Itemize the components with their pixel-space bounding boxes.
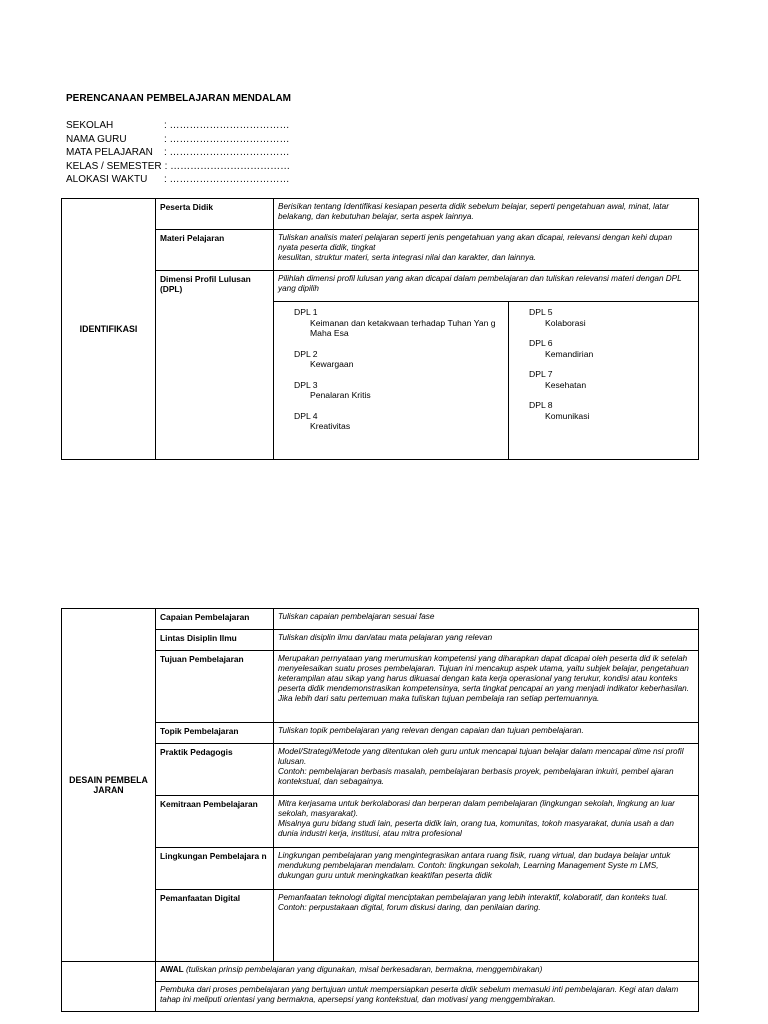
dpl-number: DPL 3 — [294, 379, 318, 390]
info-row-alokasi-waktu — [66, 173, 290, 187]
dpl-item — [294, 411, 504, 432]
dpl-item — [294, 307, 504, 339]
row-label: Lintas Disiplin Ilmu — [156, 630, 274, 651]
info-row-mata-pelajaran — [66, 146, 290, 160]
dpl-name: Kemandirian — [545, 348, 594, 359]
dpl-number: DPL 8 — [529, 400, 553, 410]
info-label: MATA PELAJARAN — [66, 147, 153, 158]
dpl-number: DPL 1 — [294, 307, 318, 317]
row-label: Pemanfaatan Digital — [156, 890, 274, 962]
dpl-number: DPL 6 — [529, 338, 553, 348]
info-label: ALOKASI WAKTU — [66, 174, 148, 185]
row-description: Pilihlah dimensi profil lulusan yang akan dicapai dalam pembelajaran dan tuliskan relevansi materi dengan DPL yang dipilih — [274, 271, 699, 302]
awal-note: (tuliskan prinsip pembelajaran yang digunakan, misal berkesadaran, bermakna, menggembirakan) — [185, 965, 543, 974]
row-description: Mitra kerjasama untuk berkolaborasi dan berperan dalam pembelajaran (lingkungan sekolah, lingkung an luar sekolah, masyarakat). Misalnya guru bidang studi lain, peserta didik lain, orang tua, komunitas, tokoh masyarakat, dunia usah a dan dunia industri kerja, institusi, atau mitra profesional — [274, 796, 699, 848]
row-label: Capaian Pembelajaran — [156, 609, 274, 630]
info-row-nama-guru — [66, 133, 290, 147]
dpl-item — [529, 307, 694, 328]
dpl-item — [529, 400, 694, 421]
dpl-number: DPL 4 — [294, 410, 318, 421]
row-description: Pemanfaatan teknologi digital menciptakan pembelajaran yang lebih interaktif, kolaboratif, dan konteks tual. Contoh: perpustakaan digital, forum diskusi daring, dan penilaian daring. — [274, 890, 699, 962]
dpl-name: Kreativitas — [310, 421, 351, 431]
row-description: Tuliskan analisis materi pelajaran seperti jenis pengetahuan yang akan dicapai, relevansi dengan kehi dupan nyata peserta didik, tingkat kesulitan, struktur materi, serta integrasi nilai dan karakter, dan lainnya. — [274, 230, 699, 271]
dpl-item — [529, 338, 694, 359]
info-row-sekolah — [66, 119, 290, 133]
row-label: Dimensi Profil Lulusan (DPL) — [156, 271, 274, 460]
dpl-name: Kolaborasi — [545, 317, 586, 328]
awal-description: Pembuka dari proses pembelajaran yang bertujuan untuk mempersiapkan peserta didik sebelum memasuki inti pembelajaran. Kegi atan dalam tahap ini meliputi orientasi yang bermakna, apersepsi yang kontekstual, dan motivasi yang menggembirakan. — [156, 982, 699, 1012]
row-description: Merupakan pernyataan yang merumuskan kompetensi yang diharapkan dapat dicapai oleh peserta did ik setelah menyelesaikan suatu proses pembelajaran. Tujuan ini mencakup aspek utama, yaitu subjek belajar, pengetahuan keterampilan atau sikap yang harus dikuasai dengan kata kerja operasional yang terukur, kondisi atau konteks peserta didik mendemonstrasikan kompetensinya, serta tingkat pencapai an yang menjadi indikator keberhasilan. Jika lebih dari satu pertemuan maka tuliskan tujuan pembelaja ran setiap pertemuannya. — [274, 651, 699, 723]
dpl-number: DPL 7 — [529, 369, 553, 379]
info-value: : ……………………………… — [164, 133, 290, 145]
row-label: Praktik Pedagogis — [156, 744, 274, 796]
row-label: Peserta Didik — [156, 199, 274, 230]
info-row-kelas-semester — [66, 160, 290, 174]
document-title: PERENCANAAN PEMBELAJARAN MENDALAM — [66, 93, 292, 104]
section-pengalaman-blank — [62, 962, 156, 1012]
row-label: Kemitraan Pembelajaran — [156, 796, 274, 848]
info-label: KELAS / SEMESTER — [66, 160, 162, 172]
dpl-number: DPL 2 — [294, 348, 318, 359]
info-label: SEKOLAH — [66, 120, 114, 131]
row-label: Topik Pembelajaran — [156, 723, 274, 744]
dpl-name: Kesehatan — [545, 379, 587, 390]
row-label: Materi Pelajaran — [156, 230, 274, 271]
row-description: Berisikan tentang Identifikasi kesiapan peserta didik sebelum belajar, seperti pengetahuan awal, minat, latar belakang, dan kebutuhan belajar, serta aspek lainnya. — [274, 199, 699, 230]
identifikasi-table — [61, 198, 699, 460]
dpl-name: Penalaran Kritis — [310, 390, 371, 400]
dpl-item — [529, 369, 694, 390]
section-identifikasi: IDENTIFIKASI — [62, 199, 156, 460]
row-label: Lingkungan Pembelajara n — [156, 848, 274, 890]
dpl-list-right — [509, 302, 699, 460]
dpl-name: Komunikasi — [545, 410, 590, 421]
row-description: Tuliskan topik pembelajaran yang relevan dengan capaian dan tujuan pembelajaran. — [274, 723, 699, 744]
info-value: : ……………………………… — [164, 174, 290, 185]
row-description: Lingkungan pembelajaran yang mengintegrasikan antara ruang fisik, ruang virtual, dan budaya belajar untuk mendukung pembelajaran mendalam. Contoh: lingkungan sekolah, Learning Management Syste m LMS, dukungan guru untuk meningkatkan keaktifan peserta didik — [274, 848, 699, 890]
info-block — [66, 119, 290, 187]
dpl-name: Keimanan dan ketakwaan terhadap Tuhan Yan g Maha Esa — [310, 317, 496, 338]
awal-label: AWAL — [160, 965, 184, 974]
row-description: Model/Strategi/Metode yang ditentukan oleh guru untuk mencapai tujuan belajar dalam mencapai dime nsi profil lulusan. Contoh: pembelajaran berbasis masalah, pembelajaran berbasis proyek, pembelajaran inkuiri, pembel ajaran kontekstual, dan sebagainya. — [274, 744, 699, 796]
info-value: : ……………………………… — [164, 160, 291, 172]
awal-header — [156, 962, 699, 982]
row-description: Tuliskan capaian pembelajaran sesuai fase — [274, 609, 699, 630]
dpl-item — [294, 380, 504, 401]
section-desain-pembelajaran: DESAIN PEMBELA JARAN — [62, 609, 156, 962]
dpl-number: DPL 5 — [529, 307, 553, 317]
info-value: : ……………………………… — [164, 147, 290, 158]
info-label: NAMA GURU — [66, 133, 127, 145]
dpl-item — [294, 349, 504, 370]
dpl-list-left — [274, 302, 509, 460]
dpl-name: Kewargaan — [310, 359, 354, 369]
desain-table — [61, 608, 699, 1012]
row-description: Tuliskan disiplin ilmu dan/atau mata pelajaran yang relevan — [274, 630, 699, 651]
row-label: Tujuan Pembelajaran — [156, 651, 274, 723]
info-value: : ……………………………… — [164, 120, 290, 131]
